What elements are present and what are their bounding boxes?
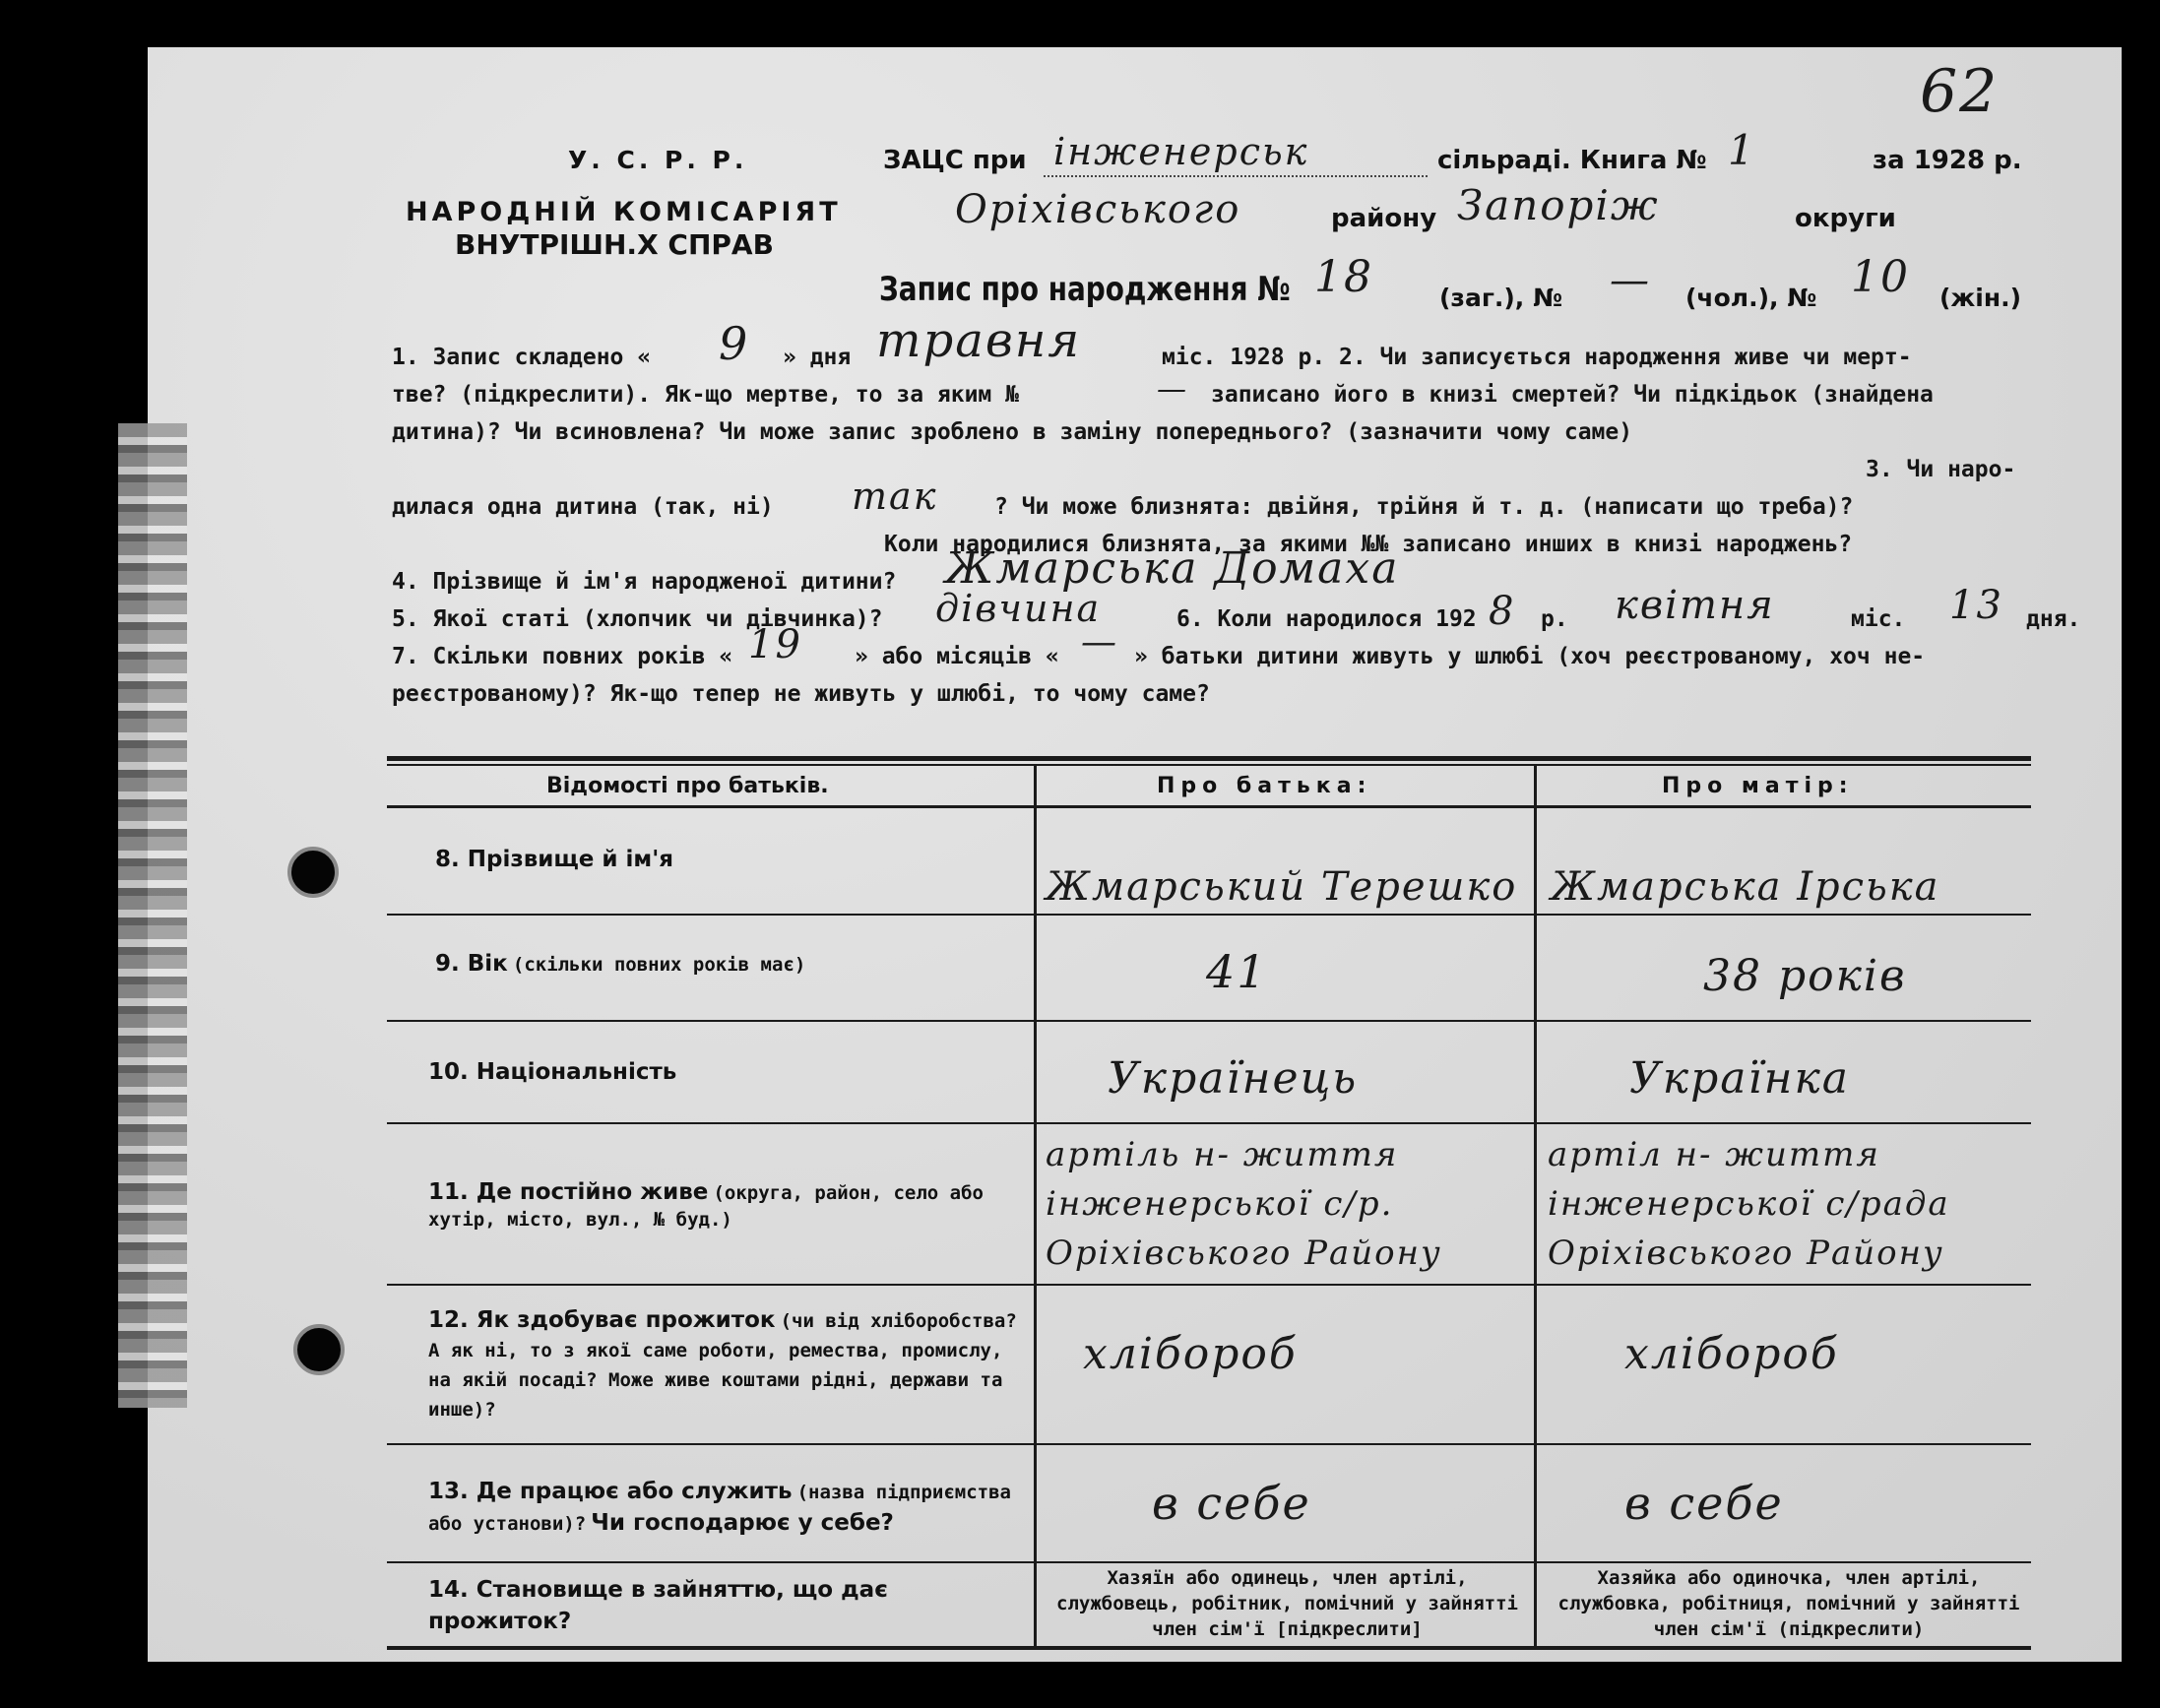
row9-label-small: (скільки повних років має) (512, 954, 806, 976)
row10-father: Українець (1108, 1053, 1359, 1104)
row9-father: 41 (1206, 945, 1268, 998)
table-top-rule (387, 756, 2031, 761)
q1-prefix: 1. Запис складено « (392, 345, 652, 370)
row14-label-wrap (428, 1575, 1029, 1638)
row9-label-wrap (435, 949, 805, 979)
table-top-rule-thin (387, 764, 2031, 766)
commissariat-line1: НАРОДНІЙ КОМІСАРІЯТ (406, 197, 842, 227)
zhin-label: (жін.) (1939, 284, 2022, 312)
row13-label-small: (назва підприємства або установи)? (428, 1482, 1011, 1535)
q3-answer: так (852, 474, 938, 518)
q2-line3: дитина)? Чи всиновлена? Чи може запис зроблено в заміну попереднього? (зазначити чому саме) (392, 419, 1633, 445)
raion-handwritten: Оріхівського (955, 187, 1241, 232)
q5-answer: дівчина (935, 587, 1102, 630)
row12-mother: хлібороб (1624, 1329, 1839, 1379)
row10-label: 10. Національність (428, 1059, 677, 1085)
table-row-rule (387, 1561, 2031, 1563)
q6-dnya: дня. (2026, 606, 2081, 632)
row9-mother: 38 років (1703, 951, 1907, 1001)
row8-mother: Жмарська Ірська (1551, 864, 1940, 910)
raion-label: району (1331, 204, 1437, 233)
row13-label-tail: Чи господарює у себе? (591, 1510, 894, 1536)
row8-father: Жмарський Терешко (1046, 864, 1518, 910)
row11-label-small: (округа, район, село або хутір, місто, вул., № буд.) (428, 1182, 984, 1231)
row11-mother (1548, 1130, 1950, 1278)
q7-years: 19 (748, 622, 802, 667)
q3-line2-b: ? Чи може близнята: двійня, трійня й т. д. (написати що треба)? (994, 494, 1854, 520)
row12-father: хлібороб (1083, 1329, 1298, 1379)
row14-label: 14. Становище в зайняттю, що дає прожиток? (428, 1577, 888, 1634)
q6-day: 13 (1949, 583, 2003, 628)
row14-father: Хазяїн або одинець, член артілі, службовець, робітник, помічний у зайнятті член сім'ї [підкреслити] (1056, 1567, 1518, 1640)
q4-answer: Жмарська Домаха (945, 543, 1400, 594)
zags-prefix: ЗАЦС при (883, 146, 1027, 175)
table-row-rule (387, 1443, 2031, 1445)
book-number: 1 (1728, 126, 1756, 174)
q6-mis: міс. (1851, 606, 1906, 632)
row11-father-line: артіль н- життя (1046, 1135, 1399, 1174)
dotted-line (1044, 175, 1428, 177)
row11-mother-line: інженерської с/рада (1548, 1184, 1950, 1224)
header-parents-info: Відомості про батьків. (546, 774, 829, 798)
row8-label: 8. Прізвище й ім'я (435, 847, 674, 872)
row11-father (1046, 1130, 1442, 1278)
q3-line2-a: дилася одна дитина (так, ні) (392, 494, 774, 520)
record-title: Запис про народження № (879, 270, 1291, 309)
q7-line2: реєстрованому)? Як-що тепер не живуть у шлюбі, то чому саме? (392, 681, 1210, 707)
row9-label: 9. Вік (435, 951, 508, 977)
zags-handwritten: інженерськ (1053, 130, 1309, 173)
row14-mother: Хазяйка або одиночка, член артілі, службовка, робітниця, помічний у зайнятті член сім'ї (підкреслити) (1557, 1567, 2020, 1640)
okruga-label: округи (1795, 204, 1896, 233)
year-label: за 1928 р. (1873, 146, 2022, 175)
record-number-general: 18 (1314, 252, 1373, 302)
q1-suffix: міс. 1928 р. 2. Чи записується народження живе чи мерт- (1162, 345, 1912, 370)
punch-hole (293, 1324, 345, 1375)
table-row-rule (387, 1284, 2031, 1286)
q1-day: 9 (719, 317, 750, 370)
row11-label-wrap (428, 1177, 1019, 1233)
row13-label: 13. Де працює або служить (428, 1479, 793, 1504)
q6-label: 6. Коли народилося 192 (1176, 606, 1477, 632)
table-row-rule (387, 914, 2031, 916)
zag-label: (заг.), № (1439, 284, 1563, 312)
q1-month: травня (876, 313, 1082, 368)
q2-line2-a: тве? (підкреслити). Як-що мертве, то за яким № (392, 382, 1019, 408)
republic-label: У. С. Р. Р. (568, 146, 748, 174)
row13-mother: в себе (1624, 1477, 1784, 1530)
row12-label-wrap (428, 1305, 1019, 1425)
record-number-male: — (1610, 258, 1651, 303)
row11-mother-line: Оріхівського Району (1548, 1234, 1944, 1273)
q1-mid: » дня (783, 345, 852, 370)
q3-line3: Коли народилися близнята, за якими №№ записано инших в книзі народжень? (884, 532, 1853, 557)
page-number: 62 (1920, 57, 2000, 126)
q7-months: — (1081, 622, 1118, 663)
table-bottom-rule (387, 1646, 2031, 1650)
q7-label-b: » або місяців « (855, 644, 1059, 669)
q7-label-c: » батьки дитини живуть у шлюбі (хоч реєстрованому, хоч не- (1134, 644, 1926, 669)
q7-label-a: 7. Скільки повних років « (392, 644, 733, 669)
q2-number: — (1157, 372, 1188, 407)
row11-mother-line: артіл н- життя (1548, 1135, 1880, 1174)
q3-tail: 3. Чи наро- (1866, 457, 2016, 482)
row11-father-line: Оріхівського Району (1046, 1234, 1442, 1273)
torn-edge (118, 423, 187, 1408)
row10-mother: Українка (1629, 1053, 1851, 1104)
table-row-rule (387, 1020, 2031, 1022)
q5-label: 5. Якої статі (хлопчик чи дівчинка)? (392, 606, 883, 632)
header-father: Про батька: (1157, 774, 1372, 798)
table-col-divider (1534, 764, 1537, 1646)
table-row-rule (387, 1122, 2031, 1124)
commissariat-line2: ВНУТРІШН.Х СПРАВ (455, 228, 774, 261)
q4-label: 4. Прізвище й ім'я народженої дитини? (392, 569, 897, 595)
okruga-handwritten: Запоріж (1457, 181, 1660, 229)
q6-year: 8 (1489, 589, 1516, 634)
zags-suffix: сільраді. Книга № (1437, 146, 1707, 175)
row13-father: в себе (1152, 1477, 1311, 1530)
q6-month: квітня (1615, 583, 1775, 628)
q2-line2-b: записано його в книзі смертей? Чи підкідьок (знайдена (1211, 382, 1934, 408)
q6-r: р. (1541, 606, 1568, 632)
table-col-divider (1034, 764, 1037, 1646)
row13-label-wrap (428, 1477, 1029, 1540)
punch-hole (287, 847, 339, 898)
record-number-female: 10 (1851, 252, 1910, 302)
row11-label: 11. Де постійно живе (428, 1179, 709, 1205)
row11-father-line: інженерської с/р. (1046, 1184, 1394, 1224)
row12-label: 12. Як здобуває прожиток (428, 1307, 776, 1333)
table-header-rule (387, 805, 2031, 808)
row12-label-small: (чи від хліборобства? А як ні, то з якої саме роботи, ремества, промислу, на якій посаді? Може живе коштами рідні, держави та инше)? (428, 1310, 1017, 1421)
chol-label: (чол.), № (1685, 284, 1817, 312)
header-mother: Про матір: (1662, 774, 1854, 798)
